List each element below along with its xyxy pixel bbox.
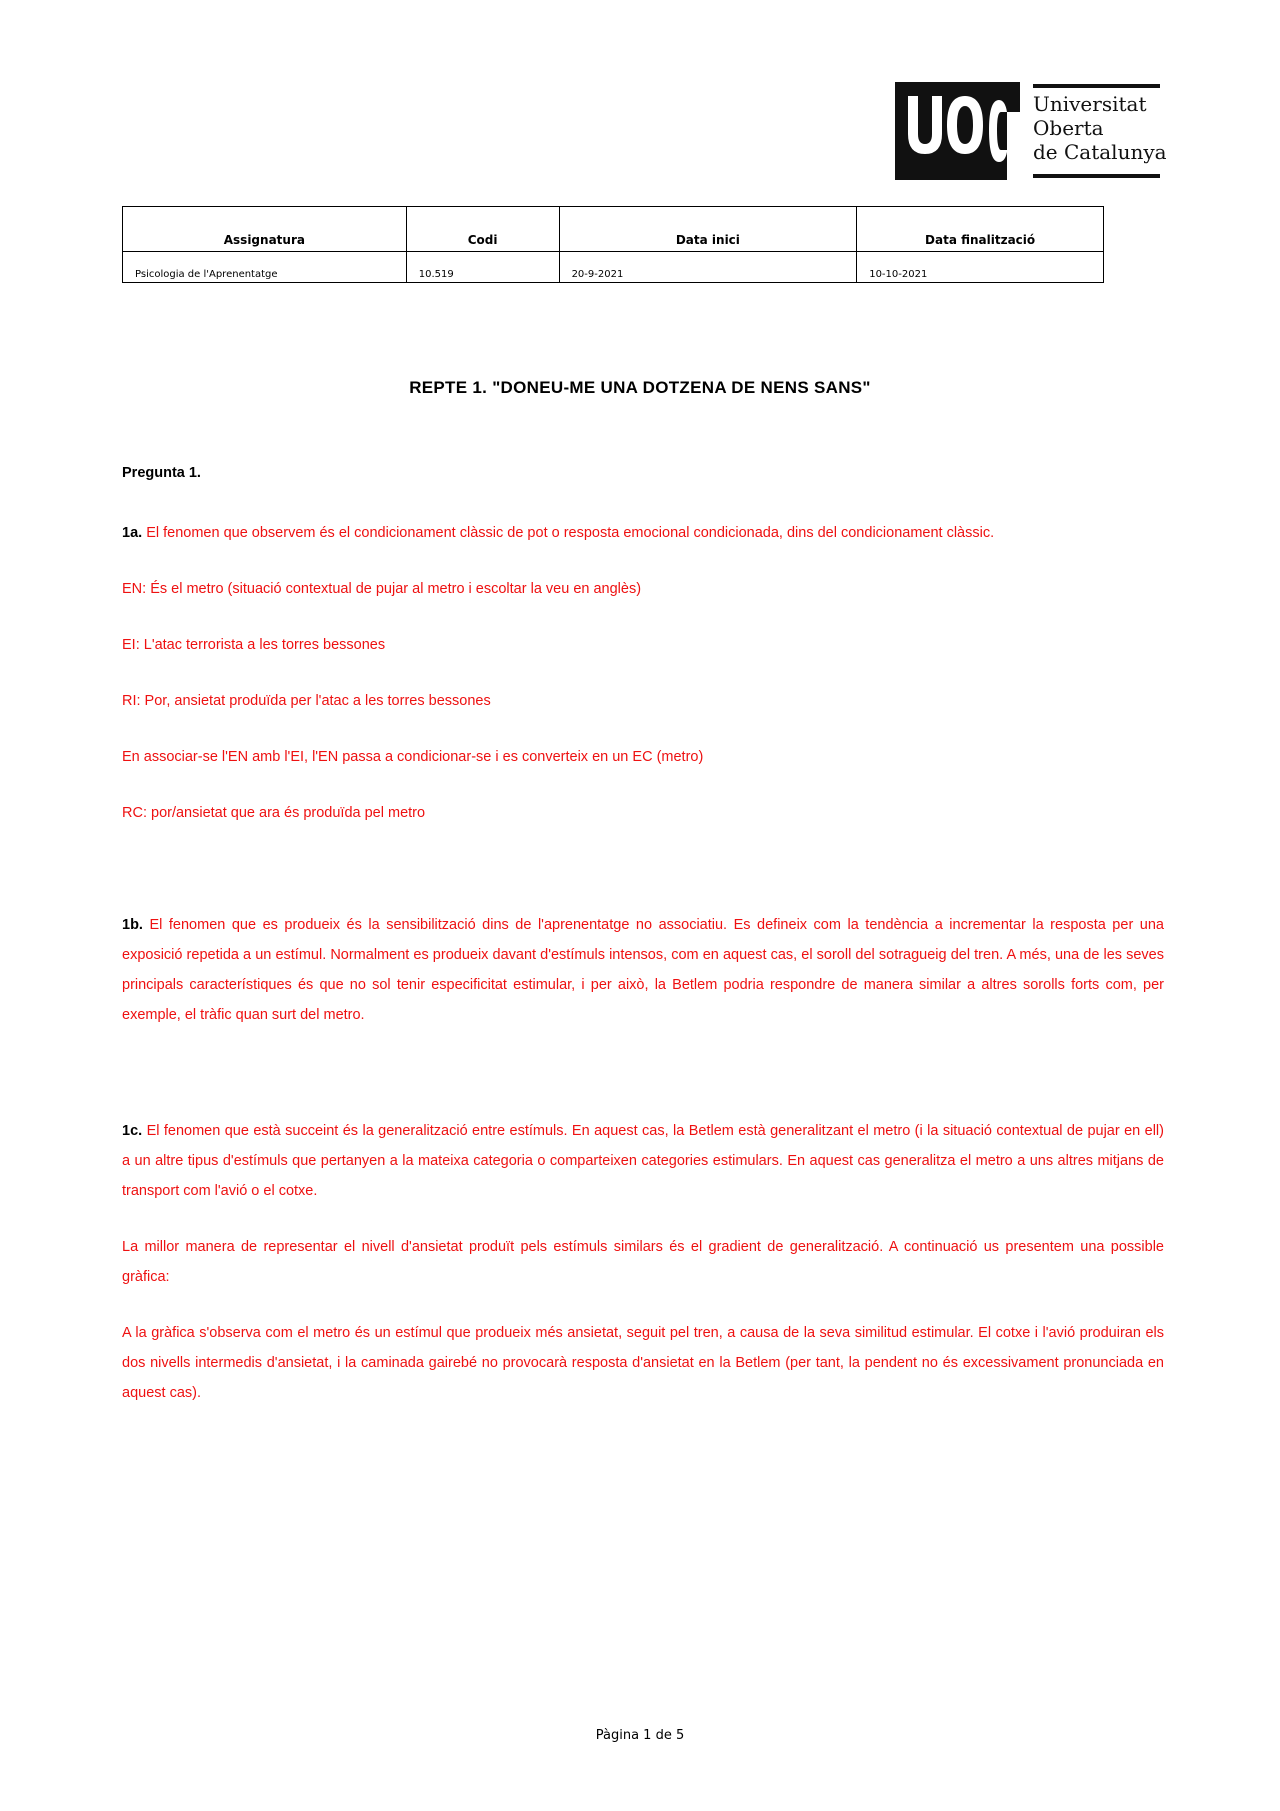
- answer-1c-label: 1c.: [122, 1123, 143, 1139]
- document-body: [122, 462, 1164, 1408]
- header-data-inici: Data inici: [559, 207, 857, 252]
- answer-association: En associar-se l'EN amb l'EI, l'EN passa a condicionar-se i es converteix en un EC (metro): [122, 749, 704, 765]
- cell-data-inici: 20-9-2021: [559, 252, 857, 283]
- cell-assignatura: Psicologia de l'Aprenentatge: [123, 252, 407, 283]
- cell-codi: 10.519: [406, 252, 559, 283]
- logo-bar-bottom: [1033, 174, 1160, 178]
- answer-1a-text: El fenomen que observem és el condicionament clàssic de pot o resposta emocional condicionada, dins del condicionament clàssic.: [142, 525, 995, 541]
- page-footer: Pàgina 1 de 5: [595, 1728, 685, 1743]
- course-info-table: [122, 206, 1104, 283]
- answer-1b-label: 1b.: [122, 917, 143, 933]
- header-codi: Codi: [406, 207, 559, 252]
- answer-1a: [122, 518, 1164, 548]
- header-assignatura: Assignatura: [123, 207, 407, 252]
- answer-1c-graph: A la gràfica s'observa com el metro és un estímul que produeix més ansietat, seguit pel tren, a causa de la seva similitud estimular. El cotxe i l'avió produiran els dos nivells intermedis d'ansietat, i la caminada gairebé no provocarà resposta d'ansietat en la Betlem (per tant, la pendent no és excessivament pronunciada en aquest cas).: [122, 1325, 1164, 1401]
- table-header-row: [123, 207, 1104, 252]
- uoc-logo: [895, 82, 1167, 180]
- answer-1c-text: El fenomen que està succeint és la generalització entre estímuls. En aquest cas, la Betlem està generalitzant el metro (i la situació contextual de pujar en ell) a un altre tipus d'estímuls que pertanyen a la mateixa categoria o comparteixen categories estimulars. En aquest cas generalitza el metro a uns altres mitjans de transport com l'avió o el cotxe.: [122, 1123, 1164, 1199]
- logo-line-1: Universitat: [1033, 92, 1147, 116]
- logo-line-2: Oberta: [1033, 116, 1104, 140]
- answer-1b-text: El fenomen que es produeix és la sensibilització dins de l'aprenentatge no associatiu. Es defineix com la tendència a incrementar la resposta per una exposició repetida a un estímul. Normalment es produeix davant d'estímuls intensos, com en aquest cas, el soroll del sotragueig del tren. A més, una de les seves principals característiques és que no sol tenir especificitat estimular, i per això, la Betlem podria respondre de manera similar a altres sorolls forts com, per exemple, el tràfic quan surt del metro.: [122, 917, 1164, 1023]
- answer-1a-label: 1a.: [122, 525, 143, 541]
- answer-1b: [122, 910, 1164, 1030]
- answer-en: EN: És el metro (situació contextual de pujar al metro i escoltar la veu en anglès): [122, 581, 642, 597]
- uoc-logo-mark: [895, 82, 1020, 180]
- table-row: [123, 252, 1104, 283]
- answer-1c-gradient: La millor manera de representar el nivell d'ansietat produït pels estímuls similars és el gradient de generalització. A continuació us presentem una possible gràfica:: [122, 1239, 1164, 1285]
- question-label: Pregunta 1.: [122, 465, 201, 481]
- uoc-logo-wordmark: [1033, 82, 1167, 180]
- answer-1c: [122, 1116, 1164, 1206]
- cell-data-finalitzacio: 10-10-2021: [857, 252, 1104, 283]
- answer-ri: RI: Por, ansietat produïda per l'atac a les torres bessones: [122, 693, 491, 709]
- logo-bar-top: [1033, 84, 1160, 88]
- logo-text: [1033, 92, 1167, 164]
- page-title: REPTE 1. "DONEU-ME UNA DOTZENA DE NENS SANS": [409, 378, 871, 397]
- answer-rc: RC: por/ansietat que ara és produïda pel metro: [122, 805, 426, 821]
- answer-ei: EI: L'atac terrorista a les torres bessones: [122, 637, 386, 653]
- logo-line-3: de Catalunya: [1033, 140, 1167, 164]
- header-data-finalitzacio: Data finalització: [857, 207, 1104, 252]
